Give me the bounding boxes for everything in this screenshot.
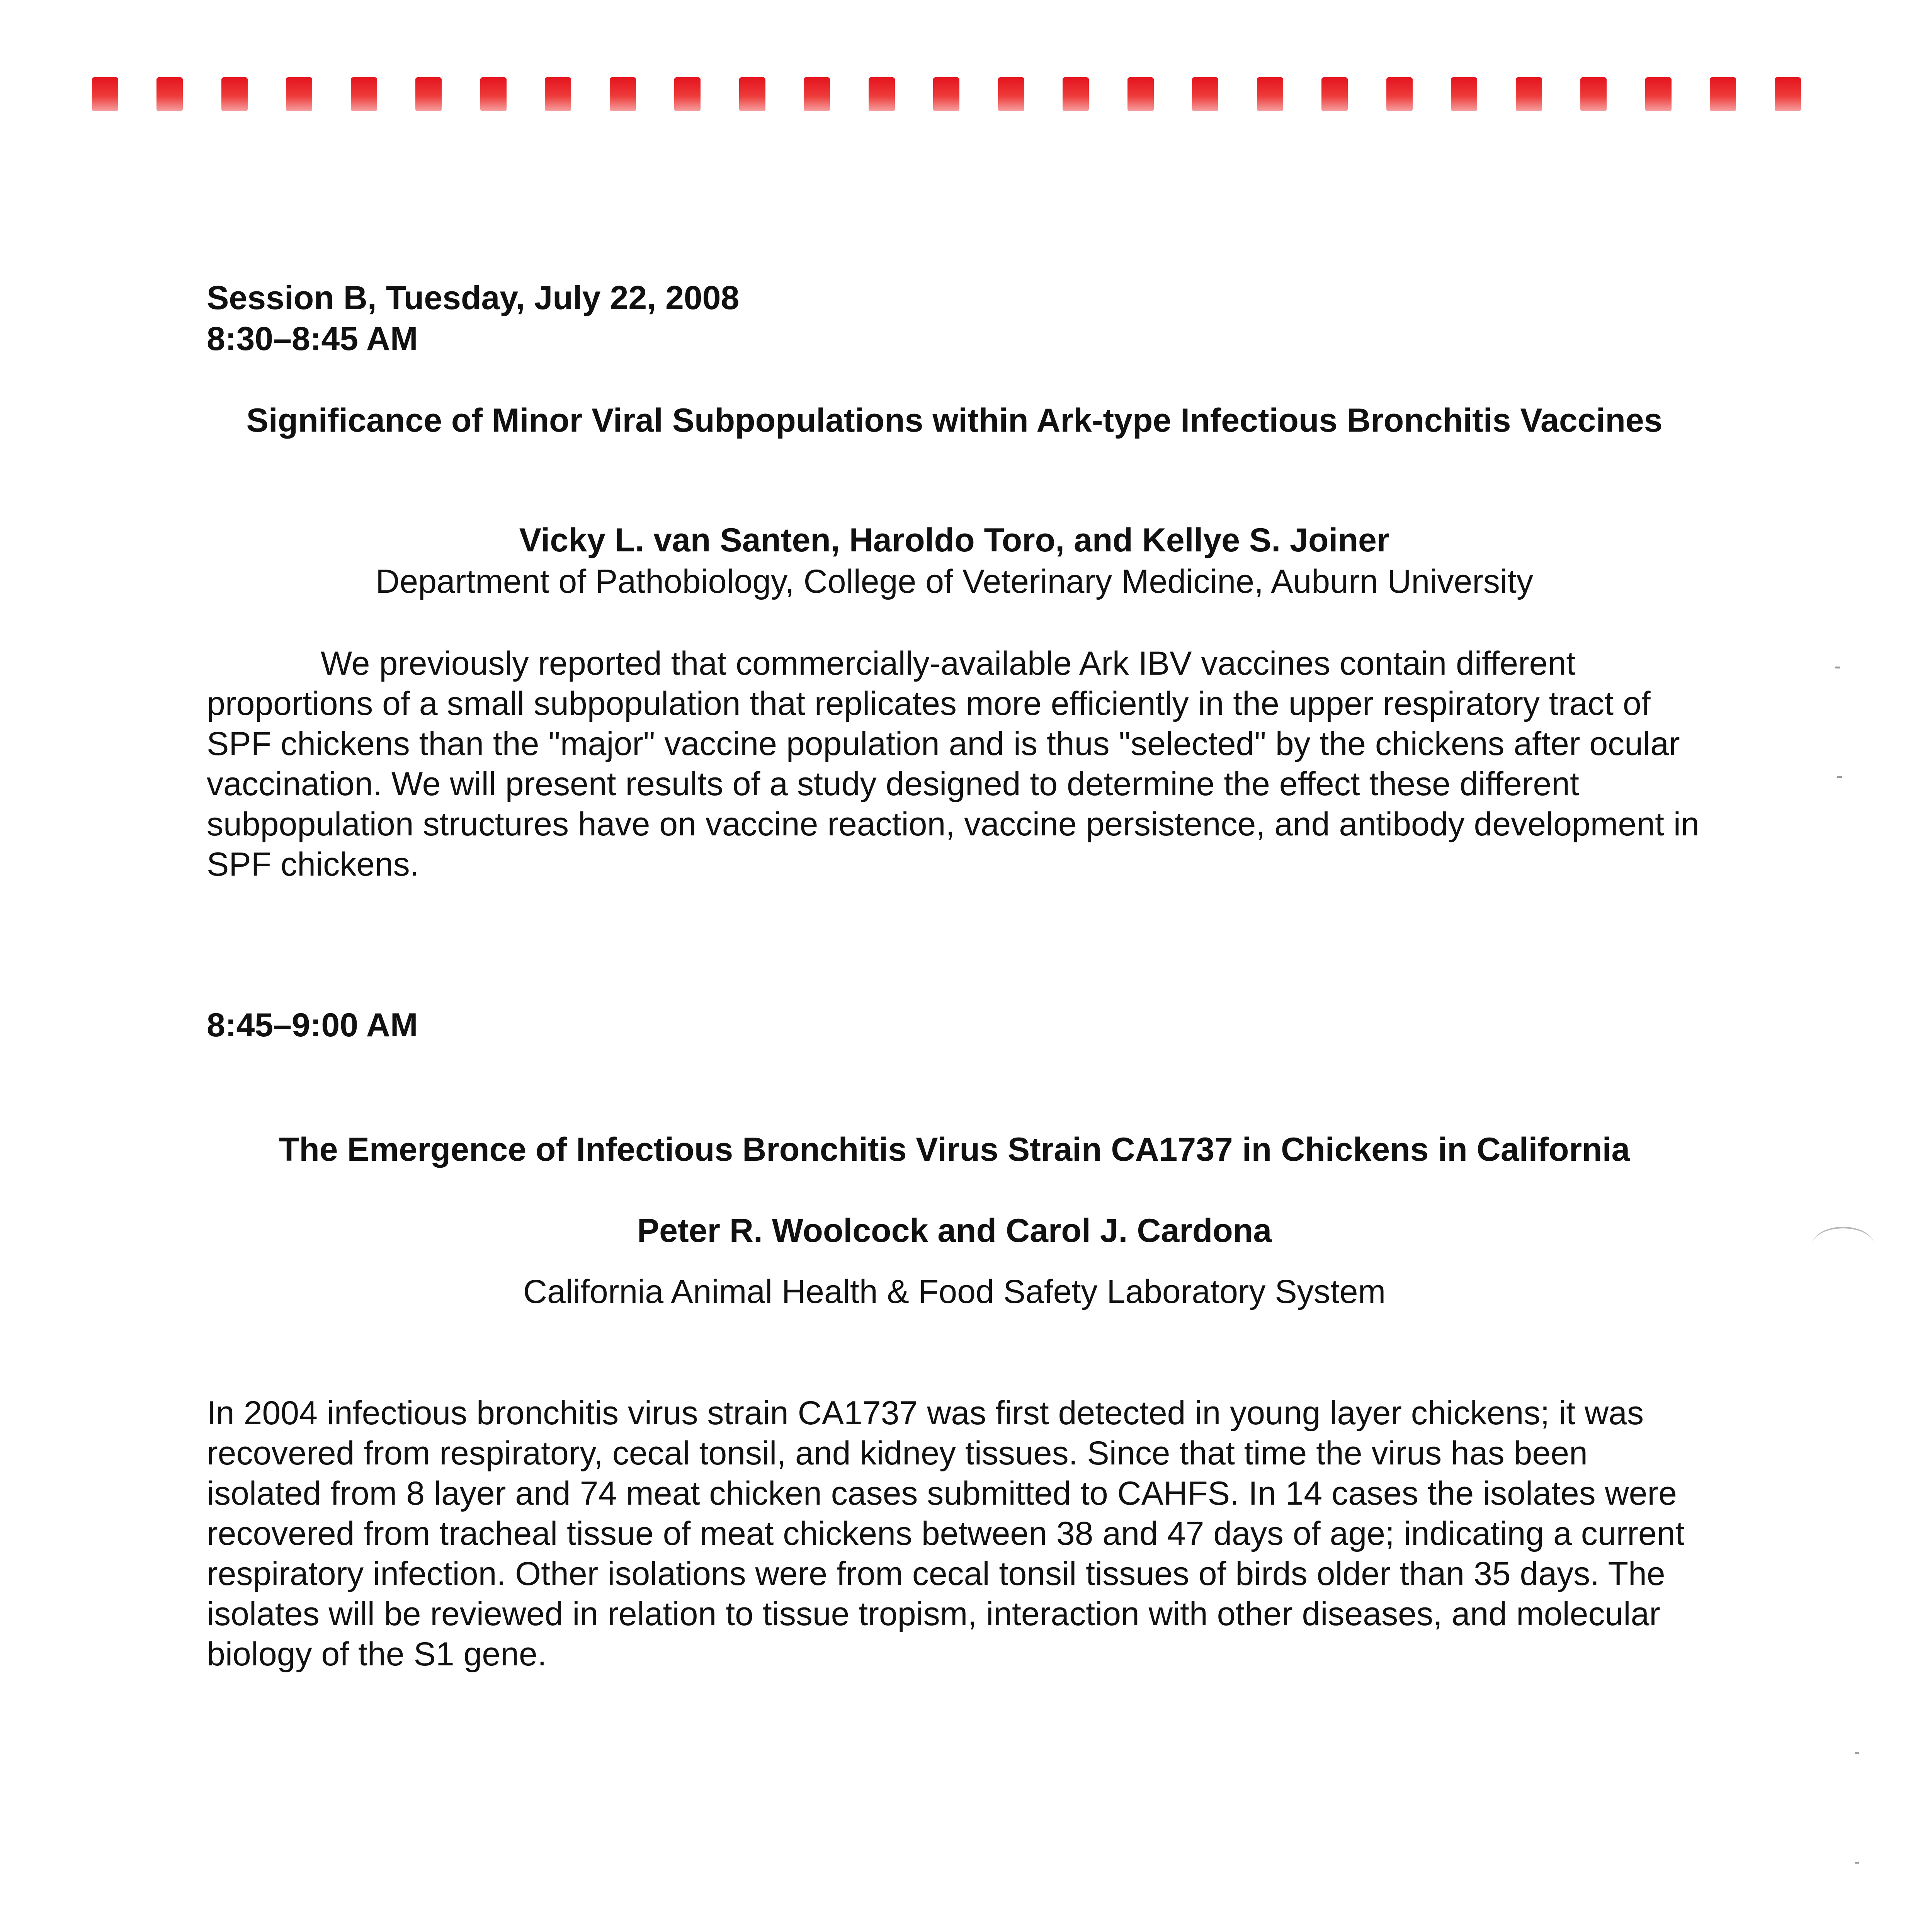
talk-2-authors: Peter R. Woolcock and Carol J. Cardona	[637, 1212, 1272, 1249]
binder-mark	[1775, 77, 1801, 111]
binder-marks	[0, 0, 1908, 155]
binder-mark	[1516, 77, 1542, 111]
talk-2-affiliation: California Animal Health & Food Safety Laboratory System	[523, 1273, 1386, 1310]
binder-mark	[998, 77, 1024, 111]
binder-mark	[869, 77, 895, 111]
talk-2-title: The Emergence of Infectious Bronchitis Virus Strain CA1737 in Chickens in California	[279, 1131, 1630, 1168]
binder-mark	[933, 77, 959, 111]
binder-mark	[351, 77, 377, 111]
margin-tick	[1855, 1862, 1859, 1864]
talk-1-authors: Vicky L. van Santen, Haroldo Toro, and Kellye S. Joiner	[519, 522, 1390, 559]
binder-mark	[1580, 77, 1607, 111]
talk-2-abstract: In 2004 infectious bronchitis virus strain CA1737 was first detected in young layer chickens; it was recovered from respiratory, cecal tonsil, and kidney tissues. Since that time the virus has been isolated from 8 layer and 74 meat chicken cases submitted to CAHFS. In 14 cases the isolates were recovered from tracheal tissue of meat chickens between 38 and 47 days of age; indicating a current respiratory infection. Other isolations were from cecal tonsil tissues of birds older than 35 days. The isolates will be reviewed in relation to tissue tropism, interaction with other diseases, and molecular biology of the S1 gene.	[207, 1395, 1685, 1673]
margin-tick	[1835, 667, 1840, 668]
binder-mark	[1645, 77, 1672, 111]
binder-mark	[545, 77, 571, 111]
binder-mark	[1192, 77, 1218, 111]
talk-1-title: Significance of Minor Viral Subpopulations within Ark-type Infectious Bronchitis Vaccines	[246, 402, 1663, 439]
binder-mark	[1127, 77, 1154, 111]
binder-mark	[1257, 77, 1283, 111]
binder-mark	[1321, 77, 1348, 111]
talk-1-abstract: We previously reported that commercially-available Ark IBV vaccines contain different proportions of a small subpopulation that replicates more efficiently in the upper respiratory tract of SPF chickens than the "major" vaccine population and is thus "selected" by the chickens after ocular vaccination. We will present results of a study designed to determine the effect these different subpopulation structures have on vaccine reaction, vaccine persistence, and antibody development in SPF chickens.	[207, 645, 1699, 883]
binder-mark	[674, 77, 701, 111]
binder-mark	[415, 77, 442, 111]
talk-1-time: 8:30–8:45 AM	[207, 320, 418, 357]
binder-mark	[1710, 77, 1736, 111]
talk-2-time: 8:45–9:00 AM	[207, 1007, 418, 1044]
binder-mark	[286, 77, 312, 111]
session-heading-block	[207, 277, 739, 359]
binder-mark	[480, 77, 507, 111]
binder-mark	[156, 77, 183, 111]
binder-mark	[1386, 77, 1413, 111]
binder-mark	[1063, 77, 1089, 111]
binder-mark	[739, 77, 765, 111]
binder-mark	[804, 77, 830, 111]
margin-tick	[1855, 1752, 1859, 1754]
binder-mark	[1451, 77, 1477, 111]
session-heading: Session B, Tuesday, July 22, 2008	[207, 279, 740, 316]
margin-tick	[1837, 776, 1842, 778]
margin-curve	[1812, 1227, 1874, 1263]
talk-1-affiliation: Department of Pathobiology, College of Veterinary Medicine, Auburn University	[376, 563, 1533, 600]
binder-mark	[610, 77, 636, 111]
binder-mark	[92, 77, 118, 111]
binder-mark	[221, 77, 248, 111]
